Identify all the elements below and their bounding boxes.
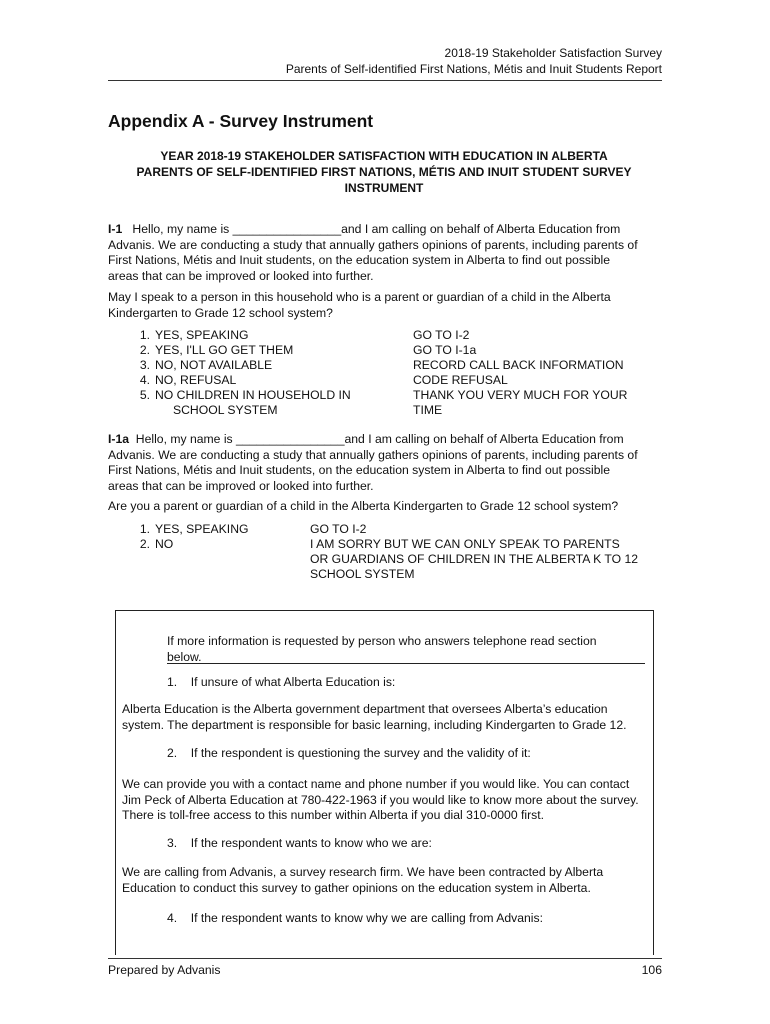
body-line: We can provide you with a contact name and phone number if you would like. You can contact	[122, 777, 630, 791]
box-intro-line-2: below.	[167, 649, 202, 664]
i1-action-3: RECORD CALL BACK INFORMATION	[413, 358, 624, 372]
i1-action-1: GO TO I-2	[413, 328, 470, 342]
body-line: Alberta Education is the Alberta government department that oversees Alberta’s education	[122, 702, 608, 716]
box-item-1-heading	[167, 675, 395, 691]
body-line: Education to conduct this survey to gather opinions on the education system in Alberta.	[122, 880, 591, 895]
i1a-label: I-1a	[108, 432, 130, 446]
i1-option-1	[132, 328, 351, 343]
box-intro-line-1: If more information is requested by person who answers telephone read section	[167, 634, 597, 648]
footer-prepared-by: Prepared by Advanis	[108, 963, 221, 977]
option-text: YES, SPEAKING	[155, 328, 249, 342]
box-intro	[167, 634, 597, 665]
i1a-option-1	[132, 522, 248, 537]
item-number: 1.	[167, 675, 178, 689]
box-item-4-heading	[167, 911, 543, 927]
i1-option-2	[132, 343, 351, 358]
i1-option-3	[132, 358, 351, 373]
i1-line-4: areas that can be improved or looked into further.	[108, 268, 374, 283]
box-item-3-body	[122, 865, 603, 896]
option-text: NO, NOT AVAILABLE	[155, 358, 273, 372]
item-heading: If unsure of what Alberta Education is:	[190, 675, 396, 689]
survey-title	[110, 148, 658, 196]
i1a-action-2-cont-1: OR GUARDIANS OF CHILDREN IN THE ALBERTA K TO 12	[310, 552, 639, 566]
i1-intro	[108, 222, 662, 284]
footer-divider	[108, 958, 662, 959]
i1-option-list	[132, 328, 351, 418]
i1-action-4: CODE REFUSAL	[413, 373, 508, 387]
i1a-line-2: Advanis. We are conducting a study that annually gathers opinions of parents, including parents of	[108, 447, 638, 462]
body-line: system. The department is responsible for basic learning, including Kindergarten to Grade 12.	[122, 717, 627, 732]
body-line: Jim Peck of Alberta Education at 780-422-1963 if you would like to know more about the survey.	[122, 792, 639, 807]
i1-option-5-cont: SCHOOL SYSTEM	[173, 403, 278, 417]
i1a-action-2: I AM SORRY BUT WE CAN ONLY SPEAK TO PARENTS	[310, 537, 620, 551]
box-item-3-heading	[167, 836, 432, 852]
i1a-action-list	[310, 522, 638, 582]
box-item-2-heading	[167, 746, 531, 762]
option-number: 1.	[139, 522, 150, 536]
body-line: We are calling from Advanis, a survey research firm. We have been contracted by Alberta	[122, 865, 604, 879]
i1a-intro	[108, 432, 662, 494]
i1-line-2: Advanis. We are conducting a study that annually gathers opinions of parents, including parents of	[108, 237, 638, 252]
item-heading: If the respondent wants to know why we are calling from Advanis:	[190, 911, 543, 925]
i1a-option-list	[132, 522, 248, 552]
running-header	[286, 45, 662, 77]
survey-title-line-3: INSTRUMENT	[344, 181, 424, 195]
i1a-action-2-cont-2: SCHOOL SYSTEM	[310, 567, 415, 581]
option-text: NO, REFUSAL	[155, 373, 237, 387]
item-heading: If the respondent wants to know who we are:	[190, 836, 432, 850]
i1-action-list	[413, 328, 627, 418]
i1a-question: Are you a parent or guardian of a child in the Alberta Kindergarten to Grade 12 school system?	[108, 499, 619, 513]
body-line: There is toll-free access to this number within Alberta if you dial 310-0000 first.	[122, 808, 545, 822]
survey-title-line-2: PARENTS OF SELF-IDENTIFIED FIRST NATIONS, MÉTIS AND INUIT STUDENT SURVEY	[136, 165, 632, 179]
i1a-line-4: areas that can be improved or looked into further.	[108, 478, 374, 493]
header-divider	[108, 80, 662, 81]
i1-action-5-cont: TIME	[413, 403, 443, 417]
item-number: 3.	[167, 836, 178, 850]
i1-option-5	[132, 388, 351, 403]
option-number: 2.	[139, 343, 150, 357]
box-item-1-body	[122, 702, 626, 733]
i1a-option-2	[132, 537, 248, 552]
header-line-1: 2018-19 Stakeholder Satisfaction Survey	[444, 46, 662, 60]
item-number: 4.	[167, 911, 178, 925]
i1-option-4	[132, 373, 351, 388]
option-number: 5.	[139, 388, 150, 402]
box-intro-divider	[167, 663, 645, 664]
i1-question-line-2: Kindergarten to Grade 12 school system?	[108, 305, 333, 320]
i1-line-1: Hello, my name is ________________and I am calling on behalf of Alberta Education from	[132, 222, 621, 236]
box-item-2-body	[122, 777, 639, 824]
header-line-2: Parents of Self-identified First Nations, Métis and Inuit Students Report	[285, 62, 662, 76]
option-text: YES, I'LL GO GET THEM	[155, 343, 294, 357]
appendix-title: Appendix A - Survey Instrument	[108, 111, 374, 131]
i1a-line-3: First Nations, Métis and Inuit students, on the education system in Alberta to find out possible	[108, 463, 610, 477]
option-text: YES, SPEAKING	[155, 522, 249, 536]
option-number: 3.	[139, 358, 150, 372]
i1-question-line-1: May I speak to a person in this household who is a parent or guardian of a child in the Alberta	[108, 290, 611, 304]
i1a-action-1: GO TO I-2	[310, 522, 367, 536]
i1-question	[108, 290, 662, 321]
option-number: 2.	[139, 537, 150, 551]
item-number: 2.	[167, 746, 178, 760]
option-text: NO CHILDREN IN HOUSEHOLD IN	[155, 388, 351, 402]
i1-action-5: THANK YOU VERY MUCH FOR YOUR	[413, 388, 628, 402]
page-number: 106	[641, 963, 662, 977]
i1-action-2: GO TO I-1a	[413, 343, 477, 357]
item-heading: If the respondent is questioning the survey and the validity of it:	[190, 746, 531, 760]
option-number: 1.	[139, 328, 150, 342]
i1a-line-1: Hello, my name is ________________and I am calling on behalf of Alberta Education from	[135, 432, 624, 446]
option-number: 4.	[139, 373, 150, 387]
survey-title-line-1: YEAR 2018-19 STAKEHOLDER SATISFACTION WITH EDUCATION IN ALBERTA	[160, 149, 608, 163]
i1-line-3: First Nations, Métis and Inuit students, on the education system in Alberta to find out possible	[108, 253, 610, 267]
i1-label: I-1	[108, 222, 123, 236]
option-text: NO	[155, 537, 174, 551]
